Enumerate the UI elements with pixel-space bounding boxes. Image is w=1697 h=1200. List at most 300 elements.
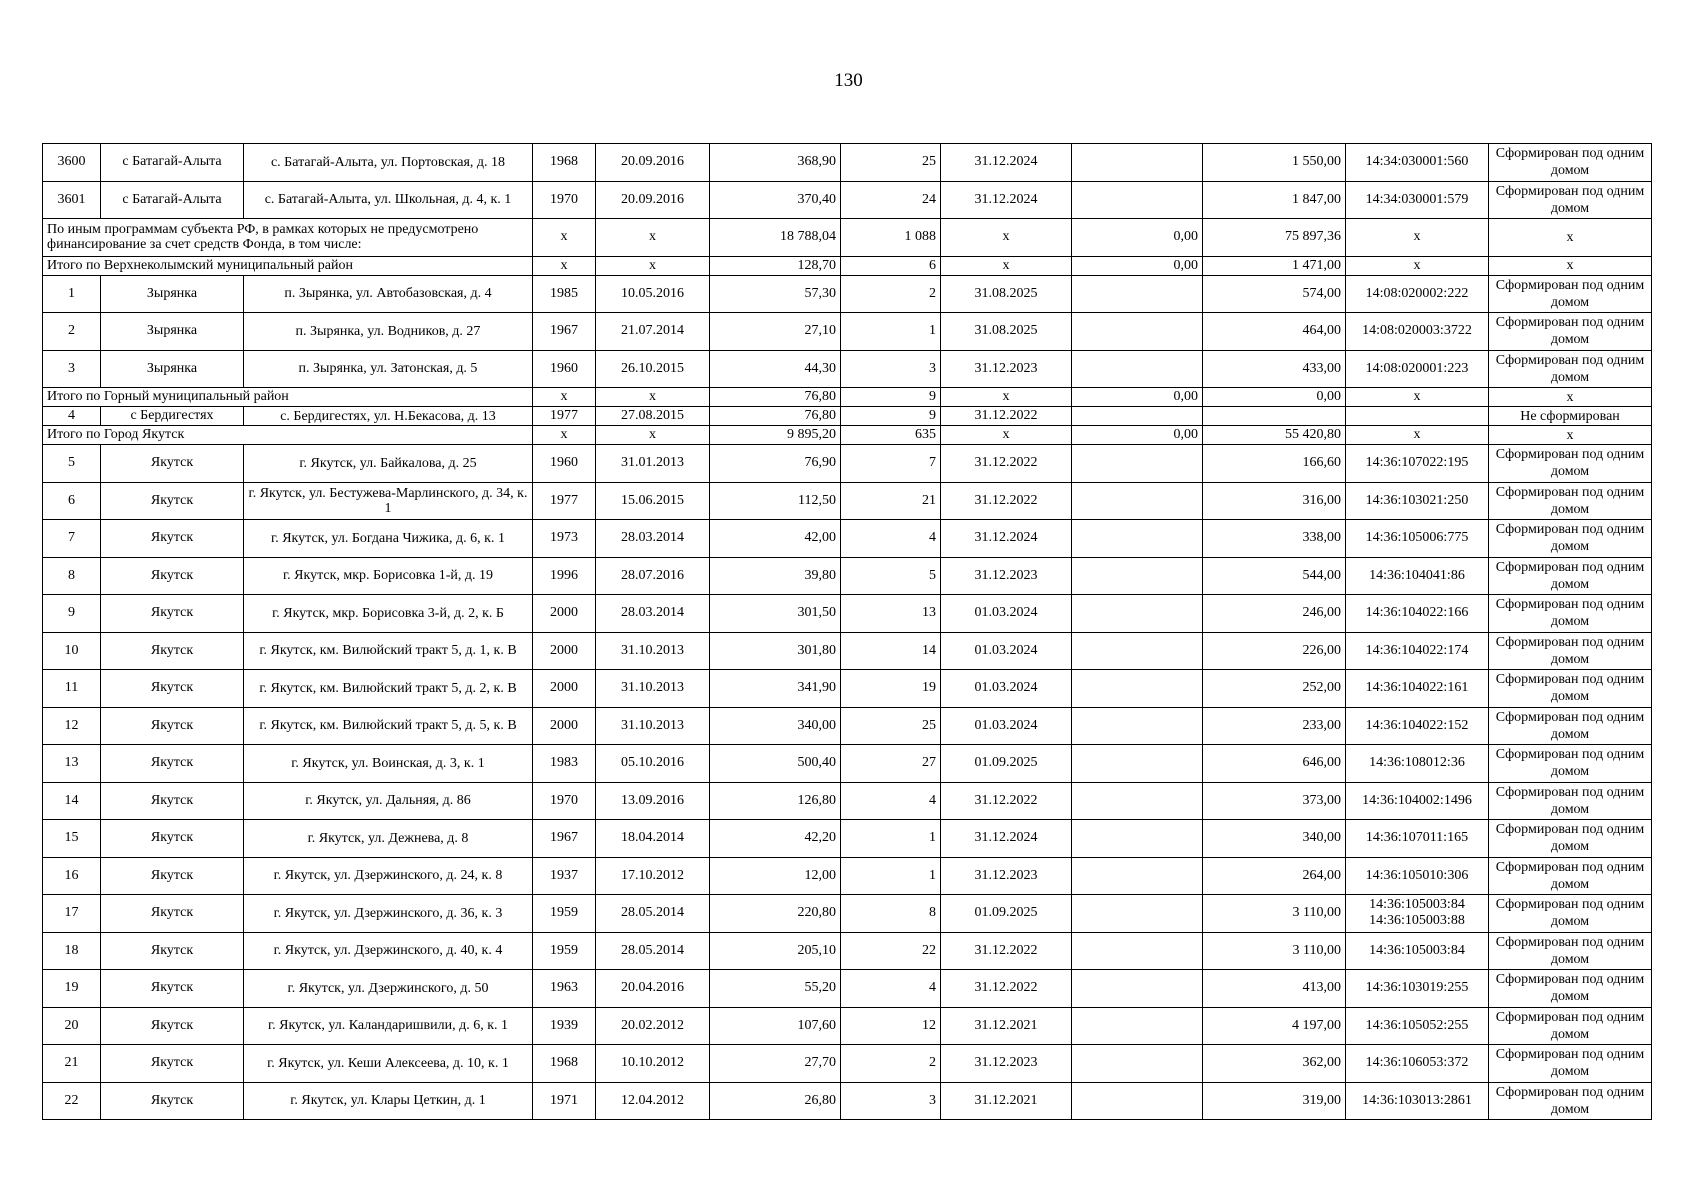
address: г. Якутск, ул. Бестужева-Марлинского, д. 34, к. 1	[244, 482, 533, 520]
deadline: 01.09.2025	[941, 895, 1072, 933]
cost: 316,00	[1203, 482, 1346, 520]
address: г. Якутск, ул. Кеши Алексеева, д. 10, к. 1	[244, 1045, 533, 1083]
emergency-date: 31.10.2013	[596, 670, 710, 708]
cost: 1 847,00	[1203, 181, 1346, 219]
deadline: 31.12.2021	[941, 1007, 1072, 1045]
total-label: Итого по Город Якутск	[43, 426, 533, 445]
area: 220,80	[710, 895, 841, 933]
address: г. Якутск, ул. Дежнева, д. 8	[244, 820, 533, 858]
table-row	[43, 275, 1652, 313]
table-row	[43, 857, 1652, 895]
row-number: 18	[43, 932, 101, 970]
build-year: 1967	[533, 313, 596, 351]
address: г. Якутск, ул. Каландаришвили, д. 6, к. 1	[244, 1007, 533, 1045]
area: 370,40	[710, 181, 841, 219]
emergency-date: 20.09.2016	[596, 144, 710, 182]
emergency-date: 20.02.2012	[596, 1007, 710, 1045]
plot-status: х	[1489, 219, 1652, 257]
area: 55,20	[710, 970, 841, 1008]
settlement: Якутск	[101, 895, 244, 933]
plot-status: Сформирован под одним домом	[1489, 313, 1652, 351]
build-year: 1970	[533, 782, 596, 820]
row-number: 5	[43, 445, 101, 483]
table-row	[43, 932, 1652, 970]
build-year: 1983	[533, 745, 596, 783]
cadastral-number: 14:08:020002:222	[1346, 275, 1489, 313]
build-year: 1996	[533, 557, 596, 595]
emergency-date: 20.04.2016	[596, 970, 710, 1008]
emergency-date: 28.03.2014	[596, 520, 710, 558]
funding-amount: 0,00	[1072, 426, 1203, 445]
funding-amount	[1072, 670, 1203, 708]
address: г. Якутск, ул. Воинская, д. 3, к. 1	[244, 745, 533, 783]
total-row	[43, 256, 1652, 275]
funding-amount	[1072, 350, 1203, 388]
emergency-date: 31.10.2013	[596, 632, 710, 670]
build-year: х	[533, 256, 596, 275]
area: 9 895,20	[710, 426, 841, 445]
deadline: 01.03.2024	[941, 707, 1072, 745]
deadline: 01.09.2025	[941, 745, 1072, 783]
deadline: х	[941, 388, 1072, 407]
area: 27,70	[710, 1045, 841, 1083]
cost: 0,00	[1203, 388, 1346, 407]
row-number: 3600	[43, 144, 101, 182]
build-year: 1970	[533, 181, 596, 219]
residents: 21	[841, 482, 941, 520]
build-year: 1985	[533, 275, 596, 313]
area: 500,40	[710, 745, 841, 783]
row-number: 19	[43, 970, 101, 1008]
deadline: 31.12.2024	[941, 181, 1072, 219]
cadastral-number: 14:36:104022:174	[1346, 632, 1489, 670]
plot-status: Сформирован под одним домом	[1489, 857, 1652, 895]
row-number: 10	[43, 632, 101, 670]
deadline: 31.12.2022	[941, 970, 1072, 1008]
build-year: 2000	[533, 595, 596, 633]
deadline: 01.03.2024	[941, 670, 1072, 708]
table-row	[43, 407, 1652, 426]
cost: 574,00	[1203, 275, 1346, 313]
address: г. Якутск, ул. Богдана Чижика, д. 6, к. 1	[244, 520, 533, 558]
table-row	[43, 520, 1652, 558]
emergency-date: 12.04.2012	[596, 1082, 710, 1120]
settlement: Якутск	[101, 857, 244, 895]
cost: 4 197,00	[1203, 1007, 1346, 1045]
plot-status: Сформирован под одним домом	[1489, 181, 1652, 219]
cadastral-number: 14:36:105003:84 14:36:105003:88	[1346, 895, 1489, 933]
table-row	[43, 670, 1652, 708]
plot-status: х	[1489, 256, 1652, 275]
funding-amount	[1072, 632, 1203, 670]
plot-status: Сформирован под одним домом	[1489, 970, 1652, 1008]
residents: 5	[841, 557, 941, 595]
plot-status: Сформирован под одним домом	[1489, 782, 1652, 820]
table-row	[43, 632, 1652, 670]
residents: 9	[841, 388, 941, 407]
area: 76,90	[710, 445, 841, 483]
build-year: 1967	[533, 820, 596, 858]
area: 368,90	[710, 144, 841, 182]
plot-status: Сформирован под одним домом	[1489, 482, 1652, 520]
address: г. Якутск, ул. Дзержинского, д. 40, к. 4	[244, 932, 533, 970]
build-year: 2000	[533, 707, 596, 745]
area: 76,80	[710, 407, 841, 426]
settlement: Якутск	[101, 707, 244, 745]
area: 39,80	[710, 557, 841, 595]
build-year: 1971	[533, 1082, 596, 1120]
area: 57,30	[710, 275, 841, 313]
funding-amount: 0,00	[1072, 219, 1203, 257]
address: г. Якутск, мкр. Борисовка 1-й, д. 19	[244, 557, 533, 595]
cost: 1 471,00	[1203, 256, 1346, 275]
address: с. Бердигестях, ул. Н.Бекасова, д. 13	[244, 407, 533, 426]
table-row	[43, 445, 1652, 483]
plot-status: Сформирован под одним домом	[1489, 632, 1652, 670]
funding-amount	[1072, 1045, 1203, 1083]
emergency-date: 10.10.2012	[596, 1045, 710, 1083]
emergency-date: 15.06.2015	[596, 482, 710, 520]
plot-status: Сформирован под одним домом	[1489, 557, 1652, 595]
funding-amount	[1072, 482, 1203, 520]
build-year: 2000	[533, 632, 596, 670]
row-number: 4	[43, 407, 101, 426]
row-number: 3	[43, 350, 101, 388]
deadline: 31.12.2022	[941, 445, 1072, 483]
residents: 1 088	[841, 219, 941, 257]
table-row	[43, 820, 1652, 858]
residents: 4	[841, 782, 941, 820]
table-row	[43, 144, 1652, 182]
settlement: с Бердигестях	[101, 407, 244, 426]
cadastral-number: 14:36:108012:36	[1346, 745, 1489, 783]
deadline: х	[941, 426, 1072, 445]
table-row	[43, 595, 1652, 633]
build-year: 1977	[533, 482, 596, 520]
residents: 25	[841, 144, 941, 182]
deadline: 31.12.2022	[941, 482, 1072, 520]
row-number: 16	[43, 857, 101, 895]
cost: 373,00	[1203, 782, 1346, 820]
address: п. Зырянка, ул. Водников, д. 27	[244, 313, 533, 351]
table-row	[43, 895, 1652, 933]
residents: 19	[841, 670, 941, 708]
area: 76,80	[710, 388, 841, 407]
funding-amount	[1072, 275, 1203, 313]
register-body	[43, 144, 1652, 1120]
settlement: Якутск	[101, 445, 244, 483]
plot-status: Сформирован под одним домом	[1489, 707, 1652, 745]
cost: 362,00	[1203, 1045, 1346, 1083]
cost: 75 897,36	[1203, 219, 1346, 257]
row-number: 17	[43, 895, 101, 933]
cost: 3 110,00	[1203, 932, 1346, 970]
address: с. Батагай-Алыта, ул. Школьная, д. 4, к. 1	[244, 181, 533, 219]
plot-status: Сформирован под одним домом	[1489, 275, 1652, 313]
area: 18 788,04	[710, 219, 841, 257]
residents: 4	[841, 520, 941, 558]
emergency-date: х	[596, 256, 710, 275]
cost: 340,00	[1203, 820, 1346, 858]
cadastral-number: 14:34:030001:560	[1346, 144, 1489, 182]
cadastral-number: 14:36:104022:152	[1346, 707, 1489, 745]
cadastral-number: 14:36:103019:255	[1346, 970, 1489, 1008]
settlement: Якутск	[101, 670, 244, 708]
address: г. Якутск, ул. Дзержинского, д. 50	[244, 970, 533, 1008]
cadastral-number: 14:08:020003:3722	[1346, 313, 1489, 351]
plot-status: Сформирован под одним домом	[1489, 595, 1652, 633]
cadastral-number: 14:36:106053:372	[1346, 1045, 1489, 1083]
area: 301,50	[710, 595, 841, 633]
total-label: Итого по Верхнеколымский муниципальный район	[43, 256, 533, 275]
funding-amount	[1072, 707, 1203, 745]
residents: 2	[841, 1045, 941, 1083]
funding-amount	[1072, 144, 1203, 182]
table-row	[43, 482, 1652, 520]
row-number: 14	[43, 782, 101, 820]
cadastral-number: 14:36:105052:255	[1346, 1007, 1489, 1045]
cost	[1203, 407, 1346, 426]
funding-amount	[1072, 181, 1203, 219]
cadastral-number: 14:36:104002:1496	[1346, 782, 1489, 820]
area: 44,30	[710, 350, 841, 388]
table-row	[43, 1045, 1652, 1083]
deadline: 31.12.2023	[941, 857, 1072, 895]
residents: 7	[841, 445, 941, 483]
funding-amount	[1072, 407, 1203, 426]
residents: 9	[841, 407, 941, 426]
area: 341,90	[710, 670, 841, 708]
deadline: 31.12.2024	[941, 144, 1072, 182]
deadline: 31.12.2023	[941, 1045, 1072, 1083]
settlement: Якутск	[101, 595, 244, 633]
build-year: 1939	[533, 1007, 596, 1045]
settlement: Якутск	[101, 482, 244, 520]
funding-amount	[1072, 745, 1203, 783]
cadastral-number	[1346, 407, 1489, 426]
row-number: 21	[43, 1045, 101, 1083]
funding-amount	[1072, 520, 1203, 558]
build-year: 1959	[533, 932, 596, 970]
build-year: 2000	[533, 670, 596, 708]
emergency-date: х	[596, 219, 710, 257]
build-year: х	[533, 219, 596, 257]
funding-amount	[1072, 895, 1203, 933]
cadastral-number: 14:36:105010:306	[1346, 857, 1489, 895]
address: г. Якутск, ул. Дальняя, д. 86	[244, 782, 533, 820]
area: 42,00	[710, 520, 841, 558]
cadastral-number: 14:36:103013:2861	[1346, 1082, 1489, 1120]
plot-status: х	[1489, 388, 1652, 407]
cost: 413,00	[1203, 970, 1346, 1008]
area: 27,10	[710, 313, 841, 351]
deadline: 31.12.2024	[941, 520, 1072, 558]
table-row	[43, 181, 1652, 219]
cost: 264,00	[1203, 857, 1346, 895]
plot-status: Сформирован под одним домом	[1489, 820, 1652, 858]
emergency-date: 31.01.2013	[596, 445, 710, 483]
emergency-date: 28.05.2014	[596, 932, 710, 970]
cadastral-number: х	[1346, 388, 1489, 407]
address: г. Якутск, ул. Байкалова, д. 25	[244, 445, 533, 483]
area: 205,10	[710, 932, 841, 970]
plot-status: Сформирован под одним домом	[1489, 1045, 1652, 1083]
cost: 246,00	[1203, 595, 1346, 633]
cost: 166,60	[1203, 445, 1346, 483]
cost: 464,00	[1203, 313, 1346, 351]
build-year: 1960	[533, 350, 596, 388]
deadline: 31.12.2022	[941, 932, 1072, 970]
area: 301,80	[710, 632, 841, 670]
plot-status: Сформирован под одним домом	[1489, 745, 1652, 783]
row-number: 20	[43, 1007, 101, 1045]
emergency-date: 10.05.2016	[596, 275, 710, 313]
build-year: 1960	[533, 445, 596, 483]
build-year: х	[533, 426, 596, 445]
row-number: 2	[43, 313, 101, 351]
build-year: 1937	[533, 857, 596, 895]
plot-status: х	[1489, 426, 1652, 445]
emergency-date: 28.07.2016	[596, 557, 710, 595]
cadastral-number: 14:36:105003:84	[1346, 932, 1489, 970]
emergency-date: 28.05.2014	[596, 895, 710, 933]
emergency-date: х	[596, 388, 710, 407]
settlement: Якутск	[101, 1007, 244, 1045]
funding-amount	[1072, 557, 1203, 595]
residents: 2	[841, 275, 941, 313]
residents: 12	[841, 1007, 941, 1045]
funding-amount	[1072, 595, 1203, 633]
table-row	[43, 745, 1652, 783]
settlement: Якутск	[101, 1045, 244, 1083]
emergency-date: 26.10.2015	[596, 350, 710, 388]
deadline: 01.03.2024	[941, 595, 1072, 633]
emergency-date: 27.08.2015	[596, 407, 710, 426]
settlement: Якутск	[101, 557, 244, 595]
settlement: Зырянка	[101, 313, 244, 351]
table-row	[43, 313, 1652, 351]
funding-amount	[1072, 1007, 1203, 1045]
funding-amount	[1072, 932, 1203, 970]
build-year: 1968	[533, 1045, 596, 1083]
cadastral-number: 14:36:107011:165	[1346, 820, 1489, 858]
cadastral-number: х	[1346, 256, 1489, 275]
funding-amount	[1072, 1082, 1203, 1120]
plot-status: Сформирован под одним домом	[1489, 445, 1652, 483]
row-number: 1	[43, 275, 101, 313]
deadline: 31.12.2023	[941, 557, 1072, 595]
address: г. Якутск, км. Вилюйский тракт 5, д. 1, к. В	[244, 632, 533, 670]
settlement: Якутск	[101, 820, 244, 858]
area: 107,60	[710, 1007, 841, 1045]
plot-status: Сформирован под одним домом	[1489, 670, 1652, 708]
cadastral-number: 14:36:105006:775	[1346, 520, 1489, 558]
area: 126,80	[710, 782, 841, 820]
settlement: Зырянка	[101, 350, 244, 388]
cadastral-number: 14:36:104022:161	[1346, 670, 1489, 708]
deadline: 31.12.2022	[941, 782, 1072, 820]
table-row	[43, 707, 1652, 745]
funding-amount	[1072, 820, 1203, 858]
cost: 338,00	[1203, 520, 1346, 558]
row-number: 15	[43, 820, 101, 858]
total-label: По иным программам субъекта РФ, в рамках которых не предусмотрено финансирование за счет средств Фонда, в том числе:	[43, 219, 533, 257]
table-row	[43, 970, 1652, 1008]
emergency-date: 31.10.2013	[596, 707, 710, 745]
settlement: с Батагай-Алыта	[101, 144, 244, 182]
cost: 646,00	[1203, 745, 1346, 783]
area: 128,70	[710, 256, 841, 275]
residents: 25	[841, 707, 941, 745]
residents: 3	[841, 1082, 941, 1120]
row-number: 8	[43, 557, 101, 595]
residents: 14	[841, 632, 941, 670]
build-year: 1973	[533, 520, 596, 558]
cadastral-number: 14:36:104022:166	[1346, 595, 1489, 633]
cost: 55 420,80	[1203, 426, 1346, 445]
table-row	[43, 557, 1652, 595]
total-row	[43, 219, 1652, 257]
page-number: 130	[834, 70, 863, 91]
address: с. Батагай-Алыта, ул. Портовская, д. 18	[244, 144, 533, 182]
row-number: 12	[43, 707, 101, 745]
cadastral-number: 14:34:030001:579	[1346, 181, 1489, 219]
cost: 3 110,00	[1203, 895, 1346, 933]
settlement: Якутск	[101, 520, 244, 558]
area: 42,20	[710, 820, 841, 858]
residents: 8	[841, 895, 941, 933]
deadline: 31.12.2024	[941, 820, 1072, 858]
plot-status: Сформирован под одним домом	[1489, 895, 1652, 933]
cost: 233,00	[1203, 707, 1346, 745]
cadastral-number: 14:36:104041:86	[1346, 557, 1489, 595]
deadline: 31.08.2025	[941, 313, 1072, 351]
deadline: х	[941, 219, 1072, 257]
residents: 1	[841, 857, 941, 895]
table-row	[43, 1007, 1652, 1045]
settlement: Якутск	[101, 782, 244, 820]
table-row	[43, 1082, 1652, 1120]
settlement: Якутск	[101, 932, 244, 970]
residents: 13	[841, 595, 941, 633]
area: 112,50	[710, 482, 841, 520]
settlement: Якутск	[101, 745, 244, 783]
plot-status: Сформирован под одним домом	[1489, 932, 1652, 970]
build-year: х	[533, 388, 596, 407]
residents: 4	[841, 970, 941, 1008]
cost: 319,00	[1203, 1082, 1346, 1120]
address: г. Якутск, ул. Клары Цеткин, д. 1	[244, 1082, 533, 1120]
residents: 27	[841, 745, 941, 783]
emergency-date: 20.09.2016	[596, 181, 710, 219]
residents: 22	[841, 932, 941, 970]
funding-amount: 0,00	[1072, 388, 1203, 407]
row-number: 13	[43, 745, 101, 783]
table-row	[43, 782, 1652, 820]
build-year: 1959	[533, 895, 596, 933]
funding-amount	[1072, 857, 1203, 895]
cadastral-number: 14:36:107022:195	[1346, 445, 1489, 483]
area: 26,80	[710, 1082, 841, 1120]
residents: 1	[841, 820, 941, 858]
build-year: 1977	[533, 407, 596, 426]
residents: 635	[841, 426, 941, 445]
address: п. Зырянка, ул. Затонская, д. 5	[244, 350, 533, 388]
plot-status: Сформирован под одним домом	[1489, 1082, 1652, 1120]
cadastral-number: х	[1346, 219, 1489, 257]
residents: 3	[841, 350, 941, 388]
deadline: 31.12.2022	[941, 407, 1072, 426]
